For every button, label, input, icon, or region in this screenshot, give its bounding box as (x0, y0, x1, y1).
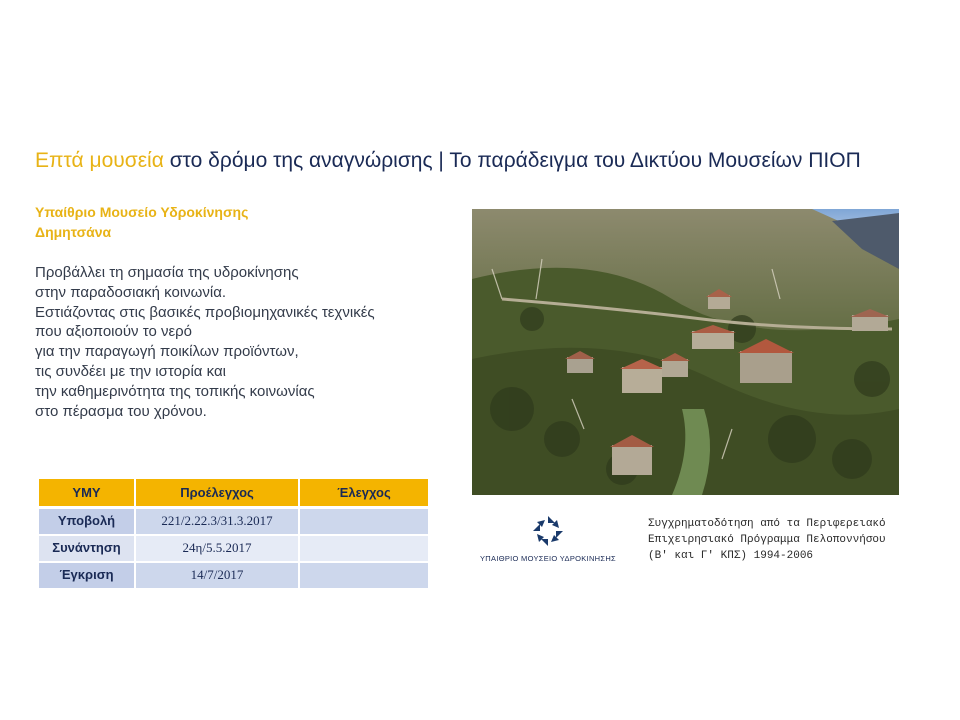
description-line: την καθημερινότητα της τοπικής κοινωνίας (35, 382, 315, 400)
museum-heading (35, 202, 248, 242)
preliminary-value: 14/7/2017 (135, 562, 299, 589)
funding-line: Συγχρηματοδότηση από τα Περιφερειακό (648, 518, 886, 530)
table-row (39, 508, 429, 535)
control-value (299, 562, 429, 589)
preliminary-value: 24η/5.5.2017 (135, 535, 299, 562)
table-row (39, 535, 429, 562)
funding-line: Επιχειρησιακό Πρόγραμμα Πελοποννήσου (648, 534, 886, 546)
description-line: στην παραδοσιακή κοινωνία. (35, 283, 227, 301)
description-line: Προβάλλει τη σημασία της υδροκίνησης (35, 264, 299, 281)
row-label: Έγκριση (39, 562, 135, 589)
table-row (39, 562, 429, 589)
description-line: Εστιάζοντας στις βασικές προβιομηχανικές τεχνικές (35, 303, 375, 321)
funding-line: (Β' και Γ' ΚΠΣ) 1994-2006 (648, 550, 814, 562)
preliminary-value: 221/2.22.3/31.3.2017 (135, 508, 299, 535)
museum-photo (472, 209, 899, 495)
title-rest: στο δρόμο της αναγνώρισης | Το παράδειγμα του Δικτύου Μουσείων ΠΙΟΠ (163, 149, 861, 172)
header-preliminary: Προέλεγχος (135, 479, 299, 508)
museum-logo-icon (531, 514, 565, 548)
museum-name: Υπαίθριο Μουσείο Υδροκίνησης (35, 204, 249, 220)
header-control: Έλεγχος (299, 479, 429, 508)
museum-photo-illustration (472, 209, 899, 495)
description-line: που αξιοποιούν το νερό (35, 323, 193, 341)
table-header-row (39, 479, 429, 508)
description-line: τις συνδέει με την ιστορία και (35, 362, 226, 380)
header-ymy: ΥΜΥ (39, 479, 135, 508)
museum-location: Δημητσάνα (35, 224, 112, 240)
approval-table (39, 479, 430, 590)
description-line: στο πέρασμα του χρόνου. (35, 402, 207, 420)
slide-title (35, 149, 935, 173)
row-label: Συνάντηση (39, 535, 135, 562)
funding-note (648, 516, 886, 564)
control-value (299, 535, 429, 562)
title-highlight: Επτά μουσεία (35, 149, 164, 172)
control-value (299, 508, 429, 535)
museum-logo-text: ΥΠΑΙΘΡΙΟ ΜΟΥΣΕΙΟ ΥΔΡΟΚΙΝΗΣΗΣ (480, 554, 616, 563)
row-label: Υποβολή (39, 508, 135, 535)
description-line: για την παραγωγή ποικίλων προϊόντων, (35, 343, 299, 361)
museum-description (35, 263, 375, 421)
museum-logo (473, 514, 623, 564)
